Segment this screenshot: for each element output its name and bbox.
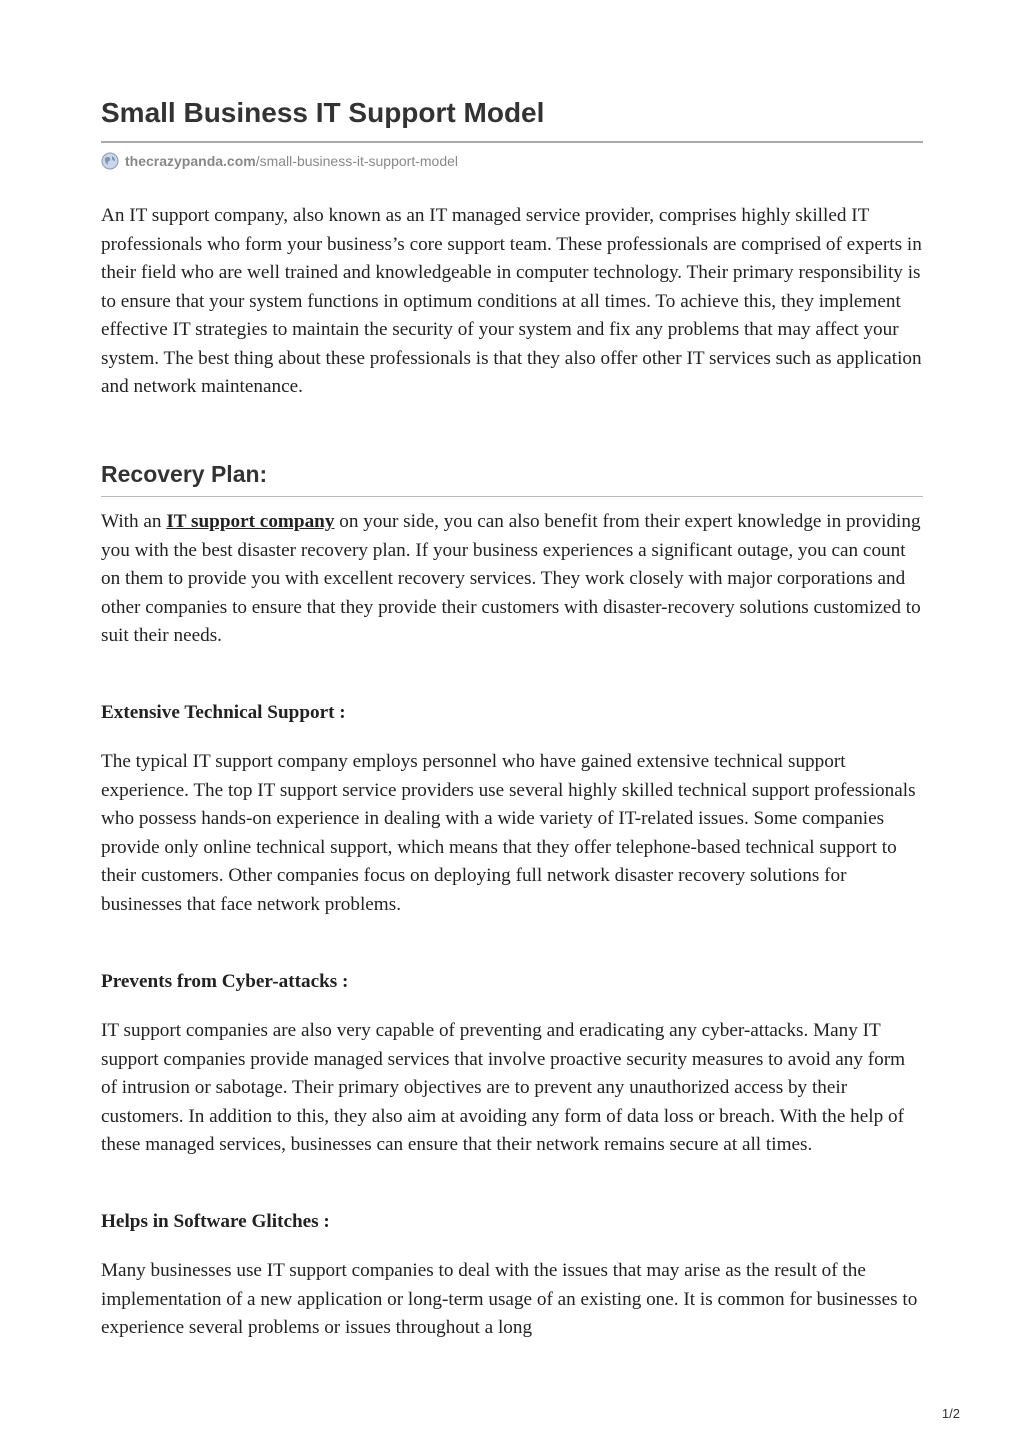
glitches-heading: Helps in Software Glitches : [101,1211,330,1232]
it-support-company-link[interactable]: IT support company [166,511,335,532]
intro-paragraph: An IT support company, also known as an IT managed service provider, comprises highly skilled IT professionals who form your business’s core support team. These professionals are comprised of experts in their field who are well trained and knowledgeable in computer technology. Their primary responsibility is to ensure that your system functions in optimum conditions at all times. To achieve this, they implement effective IT strategies to maintain the security of your system and fix any problems that may affect your system. The best thing about these professionals is that they also offer other IT services such as application and network maintenance. [101,205,922,397]
recovery-paragraph [101,508,923,651]
source-url[interactable] [101,151,458,171]
page-number: 1/2 [941,1406,960,1421]
cyber-heading: Prevents from Cyber-attacks : [101,971,349,992]
title-divider [101,141,923,143]
recovery-heading: Recovery Plan: [101,461,268,487]
globe-icon [101,152,119,170]
source-domain[interactable]: thecrazypanda.com [125,153,256,169]
page-title: Small Business IT Support Model [101,97,545,128]
recovery-text-before: With an [101,511,167,532]
section-divider [101,496,923,497]
glitches-paragraph: Many businesses use IT support companies to deal with the issues that may arise as the result of the implementation of a new application or long-term usage of an existing one. It is common for businesses to experience several problems or issues throughout a long [101,1260,918,1338]
cyber-paragraph: IT support companies are also very capable of preventing and eradicating any cyber-attacks. Many IT support companies provide managed services that involve proactive security measures to avoid any form of intrusion or sabotage. Their primary objectives are to prevent any unauthorized access by their customers. In addition to this, they also aim at avoiding any form of data loss or breach. With the help of these managed services, businesses can ensure that their network remains secure at all times. [101,1020,906,1155]
technical-heading: Extensive Technical Support : [101,702,346,723]
technical-paragraph: The typical IT support company employs personnel who have gained extensive technical support experience. The top IT support service providers use several highly skilled technical support professionals who possess hands-on experience in dealing with a wide variety of IT-related issues. Some companies provide only online technical support, which means that they offer telephone-based technical support to their customers. Other companies focus on deploying full network disaster recovery solutions for businesses that face network problems. [101,751,916,915]
source-path[interactable]: /small-business-it-support-model [255,153,459,169]
recovery-text-after: on your side, you can also benefit from their expert knowledge in providing you with the best disaster recovery plan. If your business experiences a significant outage, you can count on them to provide you with excellent recovery services. They work closely with major corporations and other companies to ensure that they provide their customers with disaster-recovery solutions customized to suit their needs. [101,511,921,646]
